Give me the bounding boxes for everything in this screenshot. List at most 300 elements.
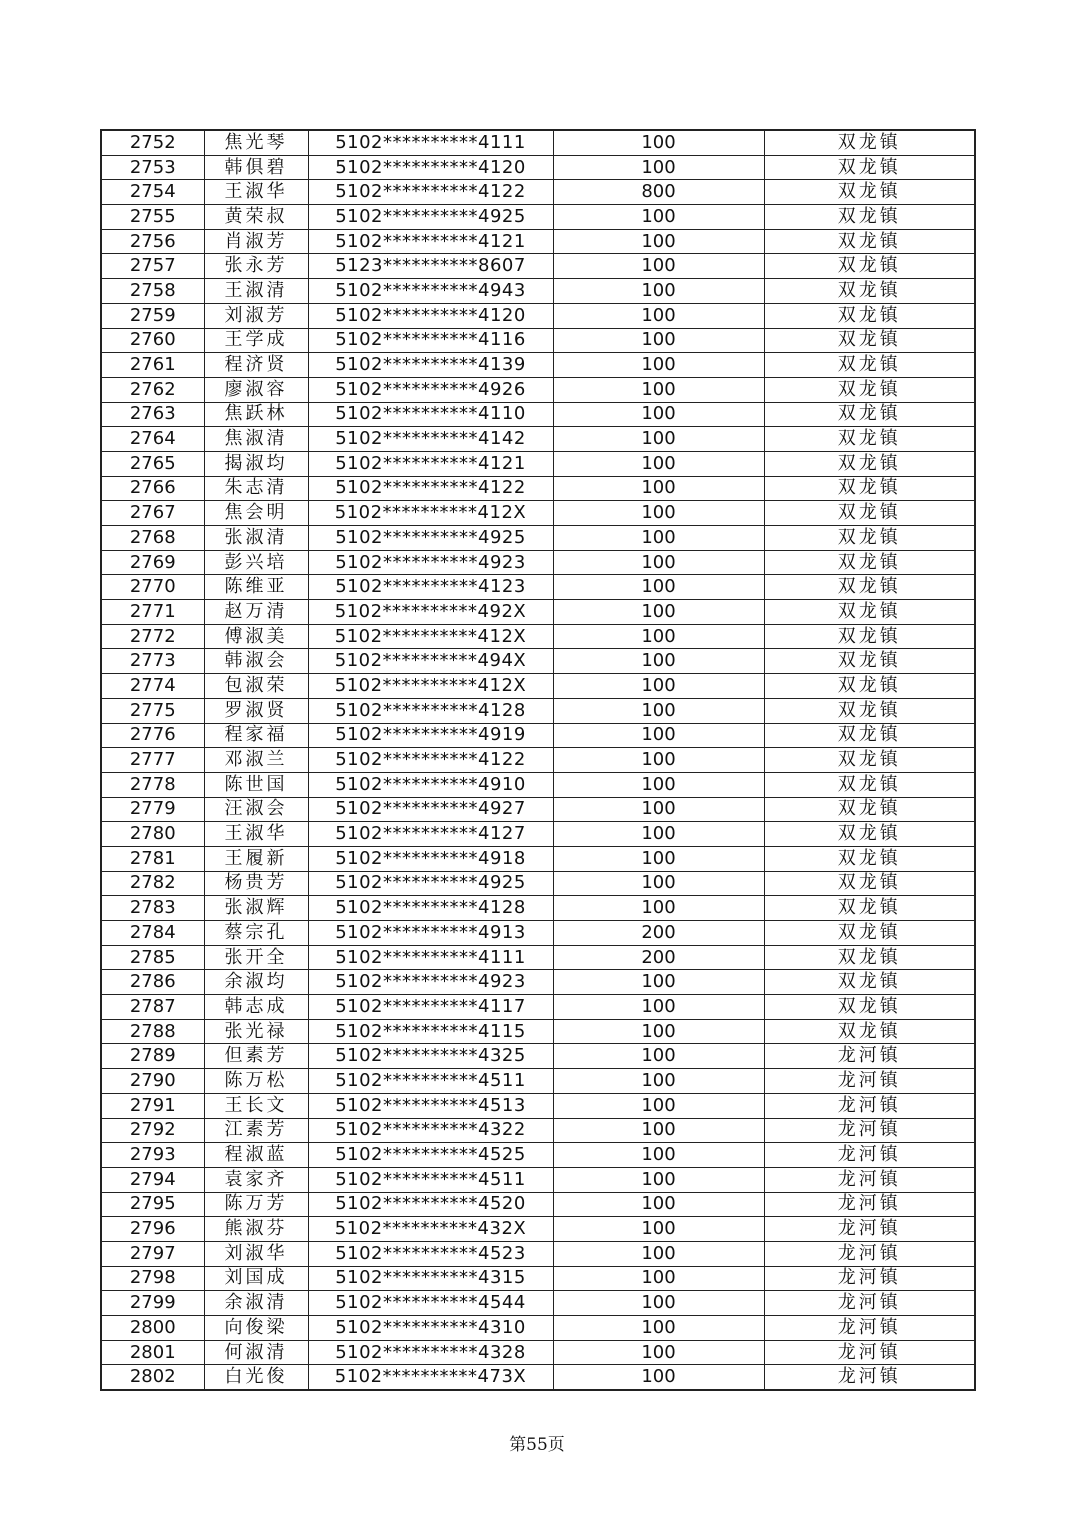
id-number-cell: 5102**********4913 xyxy=(308,921,553,946)
name-cell: 杨贵芳 xyxy=(204,871,308,896)
table-row xyxy=(101,1118,975,1143)
table-row xyxy=(101,995,975,1020)
id-number-cell: 5102**********4115 xyxy=(308,1019,553,1044)
row-number-cell: 2799 xyxy=(101,1291,204,1316)
table-row xyxy=(101,451,975,476)
row-number-cell: 2752 xyxy=(101,130,204,155)
id-number-cell: 5102**********4120 xyxy=(308,155,553,180)
amount-cell: 100 xyxy=(553,377,764,402)
row-number-cell: 2796 xyxy=(101,1217,204,1242)
id-number-cell: 5102**********4923 xyxy=(308,970,553,995)
table-row xyxy=(101,921,975,946)
table-row xyxy=(101,1266,975,1291)
table-row xyxy=(101,402,975,427)
town-cell: 双龙镇 xyxy=(764,476,975,501)
amount-cell: 100 xyxy=(553,1167,764,1192)
name-cell: 王淑华 xyxy=(204,822,308,847)
table-body xyxy=(101,130,975,1390)
id-number-cell: 5102**********4121 xyxy=(308,229,553,254)
table-row xyxy=(101,674,975,699)
amount-cell: 100 xyxy=(553,1118,764,1143)
town-cell: 双龙镇 xyxy=(764,254,975,279)
amount-cell: 100 xyxy=(553,328,764,353)
amount-cell: 100 xyxy=(553,1291,764,1316)
amount-cell: 100 xyxy=(553,303,764,328)
name-cell: 包淑荣 xyxy=(204,674,308,699)
name-cell: 王淑华 xyxy=(204,180,308,205)
page-number: 第55页 xyxy=(509,1435,565,1455)
amount-cell: 100 xyxy=(553,748,764,773)
town-cell: 双龙镇 xyxy=(764,822,975,847)
id-number-cell: 5102**********4310 xyxy=(308,1316,553,1341)
id-number-cell: 5102**********4117 xyxy=(308,995,553,1020)
amount-cell: 800 xyxy=(553,180,764,205)
table-row xyxy=(101,377,975,402)
town-cell: 龙河镇 xyxy=(764,1069,975,1094)
town-cell: 双龙镇 xyxy=(764,155,975,180)
amount-cell: 100 xyxy=(553,229,764,254)
amount-cell: 100 xyxy=(553,1316,764,1341)
name-cell: 张开全 xyxy=(204,945,308,970)
row-number-cell: 2756 xyxy=(101,229,204,254)
town-cell: 双龙镇 xyxy=(764,1019,975,1044)
amount-cell: 100 xyxy=(553,1365,764,1390)
id-number-cell: 5102**********4328 xyxy=(308,1340,553,1365)
name-cell: 王淑清 xyxy=(204,279,308,304)
id-number-cell: 5102**********494X xyxy=(308,649,553,674)
town-cell: 双龙镇 xyxy=(764,871,975,896)
table-row xyxy=(101,846,975,871)
row-number-cell: 2758 xyxy=(101,279,204,304)
row-number-cell: 2784 xyxy=(101,921,204,946)
row-number-cell: 2791 xyxy=(101,1093,204,1118)
table-row xyxy=(101,649,975,674)
id-number-cell: 5102**********4325 xyxy=(308,1044,553,1069)
amount-cell: 100 xyxy=(553,353,764,378)
table-row xyxy=(101,1365,975,1390)
name-cell: 揭淑均 xyxy=(204,451,308,476)
id-number-cell: 5102**********4513 xyxy=(308,1093,553,1118)
town-cell: 龙河镇 xyxy=(764,1217,975,1242)
id-number-cell: 5102**********4139 xyxy=(308,353,553,378)
name-cell: 程济贤 xyxy=(204,353,308,378)
town-cell: 双龙镇 xyxy=(764,402,975,427)
row-number-cell: 2780 xyxy=(101,822,204,847)
id-number-cell: 5102**********4111 xyxy=(308,945,553,970)
table-row xyxy=(101,1143,975,1168)
table-row xyxy=(101,822,975,847)
town-cell: 双龙镇 xyxy=(764,303,975,328)
row-number-cell: 2797 xyxy=(101,1241,204,1266)
amount-cell: 100 xyxy=(553,451,764,476)
id-number-cell: 5102**********4120 xyxy=(308,303,553,328)
row-number-cell: 2795 xyxy=(101,1192,204,1217)
town-cell: 龙河镇 xyxy=(764,1192,975,1217)
table-row xyxy=(101,155,975,180)
name-cell: 张淑清 xyxy=(204,526,308,551)
name-cell: 张淑辉 xyxy=(204,896,308,921)
id-number-cell: 5102**********473X xyxy=(308,1365,553,1390)
town-cell: 双龙镇 xyxy=(764,896,975,921)
name-cell: 刘国成 xyxy=(204,1266,308,1291)
table-row xyxy=(101,1316,975,1341)
table-row xyxy=(101,1069,975,1094)
id-number-cell: 5102**********4925 xyxy=(308,526,553,551)
row-number-cell: 2768 xyxy=(101,526,204,551)
amount-cell: 100 xyxy=(553,1093,764,1118)
row-number-cell: 2764 xyxy=(101,427,204,452)
table-row xyxy=(101,550,975,575)
amount-cell: 100 xyxy=(553,649,764,674)
row-number-cell: 2771 xyxy=(101,600,204,625)
row-number-cell: 2775 xyxy=(101,698,204,723)
table-row xyxy=(101,205,975,230)
name-cell: 陈维亚 xyxy=(204,575,308,600)
town-cell: 双龙镇 xyxy=(764,600,975,625)
table-row xyxy=(101,748,975,773)
table-row xyxy=(101,328,975,353)
town-cell: 双龙镇 xyxy=(764,921,975,946)
id-number-cell: 5102**********4315 xyxy=(308,1266,553,1291)
town-cell: 龙河镇 xyxy=(764,1291,975,1316)
id-number-cell: 5102**********4116 xyxy=(308,328,553,353)
name-cell: 黄荣叔 xyxy=(204,205,308,230)
name-cell: 袁家齐 xyxy=(204,1167,308,1192)
amount-cell: 100 xyxy=(553,501,764,526)
amount-cell: 100 xyxy=(553,871,764,896)
town-cell: 双龙镇 xyxy=(764,649,975,674)
amount-cell: 100 xyxy=(553,995,764,1020)
row-number-cell: 2792 xyxy=(101,1118,204,1143)
town-cell: 双龙镇 xyxy=(764,550,975,575)
id-number-cell: 5102**********412X xyxy=(308,624,553,649)
name-cell: 王履新 xyxy=(204,846,308,871)
row-number-cell: 2787 xyxy=(101,995,204,1020)
town-cell: 双龙镇 xyxy=(764,846,975,871)
id-number-cell: 5123**********8607 xyxy=(308,254,553,279)
id-number-cell: 5102**********4128 xyxy=(308,698,553,723)
row-number-cell: 2757 xyxy=(101,254,204,279)
id-number-cell: 5102**********4925 xyxy=(308,205,553,230)
table-row xyxy=(101,1241,975,1266)
row-number-cell: 2783 xyxy=(101,896,204,921)
name-cell: 陈世国 xyxy=(204,772,308,797)
table-row xyxy=(101,254,975,279)
name-cell: 焦跃林 xyxy=(204,402,308,427)
id-number-cell: 5102**********4122 xyxy=(308,476,553,501)
amount-cell: 100 xyxy=(553,575,764,600)
id-number-cell: 5102**********4923 xyxy=(308,550,553,575)
amount-cell: 100 xyxy=(553,970,764,995)
table-row xyxy=(101,970,975,995)
amount-cell: 100 xyxy=(553,772,764,797)
town-cell: 双龙镇 xyxy=(764,624,975,649)
name-cell: 程家福 xyxy=(204,723,308,748)
town-cell: 双龙镇 xyxy=(764,526,975,551)
town-cell: 双龙镇 xyxy=(764,180,975,205)
row-number-cell: 2800 xyxy=(101,1316,204,1341)
name-cell: 傅淑美 xyxy=(204,624,308,649)
id-number-cell: 5102**********4128 xyxy=(308,896,553,921)
amount-cell: 100 xyxy=(553,254,764,279)
row-number-cell: 2761 xyxy=(101,353,204,378)
amount-cell: 100 xyxy=(553,550,764,575)
name-cell: 汪淑会 xyxy=(204,797,308,822)
town-cell: 龙河镇 xyxy=(764,1118,975,1143)
row-number-cell: 2782 xyxy=(101,871,204,896)
town-cell: 双龙镇 xyxy=(764,229,975,254)
town-cell: 龙河镇 xyxy=(764,1093,975,1118)
amount-cell: 100 xyxy=(553,130,764,155)
town-cell: 龙河镇 xyxy=(764,1316,975,1341)
town-cell: 双龙镇 xyxy=(764,772,975,797)
amount-cell: 100 xyxy=(553,698,764,723)
row-number-cell: 2774 xyxy=(101,674,204,699)
row-number-cell: 2777 xyxy=(101,748,204,773)
table-row xyxy=(101,896,975,921)
town-cell: 双龙镇 xyxy=(764,945,975,970)
town-cell: 龙河镇 xyxy=(764,1266,975,1291)
row-number-cell: 2755 xyxy=(101,205,204,230)
town-cell: 双龙镇 xyxy=(764,501,975,526)
row-number-cell: 2794 xyxy=(101,1167,204,1192)
amount-cell: 100 xyxy=(553,402,764,427)
row-number-cell: 2788 xyxy=(101,1019,204,1044)
id-number-cell: 5102**********4511 xyxy=(308,1167,553,1192)
town-cell: 龙河镇 xyxy=(764,1365,975,1390)
row-number-cell: 2785 xyxy=(101,945,204,970)
amount-cell: 100 xyxy=(553,797,764,822)
table-row xyxy=(101,180,975,205)
name-cell: 刘淑芳 xyxy=(204,303,308,328)
id-number-cell: 5102**********4925 xyxy=(308,871,553,896)
table-row xyxy=(101,600,975,625)
id-number-cell: 5102**********4322 xyxy=(308,1118,553,1143)
amount-cell: 100 xyxy=(553,896,764,921)
name-cell: 白光俊 xyxy=(204,1365,308,1390)
id-number-cell: 5102**********4127 xyxy=(308,822,553,847)
subsidy-table xyxy=(100,129,976,1391)
town-cell: 双龙镇 xyxy=(764,353,975,378)
name-cell: 张永芳 xyxy=(204,254,308,279)
name-cell: 焦光琴 xyxy=(204,130,308,155)
town-cell: 双龙镇 xyxy=(764,328,975,353)
name-cell: 廖淑容 xyxy=(204,377,308,402)
id-number-cell: 5102**********4123 xyxy=(308,575,553,600)
table-row xyxy=(101,797,975,822)
name-cell: 彭兴培 xyxy=(204,550,308,575)
amount-cell: 100 xyxy=(553,1143,764,1168)
name-cell: 朱志清 xyxy=(204,476,308,501)
table-row xyxy=(101,303,975,328)
amount-cell: 100 xyxy=(553,624,764,649)
name-cell: 向俊梁 xyxy=(204,1316,308,1341)
table-row xyxy=(101,229,975,254)
table-row xyxy=(101,1019,975,1044)
id-number-cell: 5102**********412X xyxy=(308,674,553,699)
table-row xyxy=(101,526,975,551)
row-number-cell: 2762 xyxy=(101,377,204,402)
name-cell: 余淑均 xyxy=(204,970,308,995)
table-row xyxy=(101,130,975,155)
amount-cell: 100 xyxy=(553,1266,764,1291)
town-cell: 双龙镇 xyxy=(764,970,975,995)
id-number-cell: 5102**********4544 xyxy=(308,1291,553,1316)
id-number-cell: 5102**********4122 xyxy=(308,180,553,205)
amount-cell: 100 xyxy=(553,600,764,625)
table-row xyxy=(101,772,975,797)
row-number-cell: 2773 xyxy=(101,649,204,674)
amount-cell: 200 xyxy=(553,945,764,970)
town-cell: 双龙镇 xyxy=(764,377,975,402)
amount-cell: 100 xyxy=(553,1019,764,1044)
id-number-cell: 5102**********4121 xyxy=(308,451,553,476)
id-number-cell: 5102**********492X xyxy=(308,600,553,625)
name-cell: 焦会明 xyxy=(204,501,308,526)
town-cell: 双龙镇 xyxy=(764,995,975,1020)
town-cell: 双龙镇 xyxy=(764,130,975,155)
row-number-cell: 2801 xyxy=(101,1340,204,1365)
table-row xyxy=(101,427,975,452)
town-cell: 龙河镇 xyxy=(764,1340,975,1365)
town-cell: 龙河镇 xyxy=(764,1241,975,1266)
amount-cell: 100 xyxy=(553,1192,764,1217)
row-number-cell: 2793 xyxy=(101,1143,204,1168)
row-number-cell: 2789 xyxy=(101,1044,204,1069)
row-number-cell: 2778 xyxy=(101,772,204,797)
id-number-cell: 5102**********4110 xyxy=(308,402,553,427)
name-cell: 赵万清 xyxy=(204,600,308,625)
town-cell: 双龙镇 xyxy=(764,451,975,476)
town-cell: 龙河镇 xyxy=(764,1167,975,1192)
table-row xyxy=(101,624,975,649)
row-number-cell: 2786 xyxy=(101,970,204,995)
amount-cell: 100 xyxy=(553,1217,764,1242)
name-cell: 江素芳 xyxy=(204,1118,308,1143)
name-cell: 肖淑芳 xyxy=(204,229,308,254)
amount-cell: 100 xyxy=(553,1340,764,1365)
id-number-cell: 5102**********4919 xyxy=(308,723,553,748)
town-cell: 龙河镇 xyxy=(764,1044,975,1069)
table-row xyxy=(101,1192,975,1217)
name-cell: 邓淑兰 xyxy=(204,748,308,773)
amount-cell: 100 xyxy=(553,526,764,551)
name-cell: 蔡宗孔 xyxy=(204,921,308,946)
row-number-cell: 2766 xyxy=(101,476,204,501)
amount-cell: 100 xyxy=(553,279,764,304)
id-number-cell: 5102**********4523 xyxy=(308,1241,553,1266)
table-row xyxy=(101,575,975,600)
table-row xyxy=(101,871,975,896)
table-row xyxy=(101,1291,975,1316)
amount-cell: 100 xyxy=(553,1241,764,1266)
row-number-cell: 2772 xyxy=(101,624,204,649)
table-row xyxy=(101,1340,975,1365)
amount-cell: 100 xyxy=(553,155,764,180)
amount-cell: 100 xyxy=(553,1044,764,1069)
row-number-cell: 2765 xyxy=(101,451,204,476)
name-cell: 王长文 xyxy=(204,1093,308,1118)
name-cell: 何淑清 xyxy=(204,1340,308,1365)
id-number-cell: 5102**********4927 xyxy=(308,797,553,822)
row-number-cell: 2790 xyxy=(101,1069,204,1094)
id-number-cell: 5102**********4122 xyxy=(308,748,553,773)
name-cell: 张光禄 xyxy=(204,1019,308,1044)
id-number-cell: 5102**********4520 xyxy=(308,1192,553,1217)
table-row xyxy=(101,476,975,501)
name-cell: 但素芳 xyxy=(204,1044,308,1069)
amount-cell: 100 xyxy=(553,476,764,501)
id-number-cell: 5102**********4926 xyxy=(308,377,553,402)
amount-cell: 100 xyxy=(553,1069,764,1094)
row-number-cell: 2759 xyxy=(101,303,204,328)
table-row xyxy=(101,723,975,748)
amount-cell: 100 xyxy=(553,674,764,699)
amount-cell: 200 xyxy=(553,921,764,946)
name-cell: 熊淑芬 xyxy=(204,1217,308,1242)
name-cell: 罗淑贤 xyxy=(204,698,308,723)
table-row xyxy=(101,501,975,526)
name-cell: 韩淑会 xyxy=(204,649,308,674)
table-row xyxy=(101,279,975,304)
id-number-cell: 5102**********4525 xyxy=(308,1143,553,1168)
name-cell: 焦淑清 xyxy=(204,427,308,452)
row-number-cell: 2779 xyxy=(101,797,204,822)
name-cell: 程淑蓝 xyxy=(204,1143,308,1168)
row-number-cell: 2753 xyxy=(101,155,204,180)
row-number-cell: 2769 xyxy=(101,550,204,575)
id-number-cell: 5102**********4111 xyxy=(308,130,553,155)
town-cell: 双龙镇 xyxy=(764,575,975,600)
town-cell: 双龙镇 xyxy=(764,748,975,773)
name-cell: 王学成 xyxy=(204,328,308,353)
amount-cell: 100 xyxy=(553,427,764,452)
amount-cell: 100 xyxy=(553,205,764,230)
id-number-cell: 5102**********4910 xyxy=(308,772,553,797)
id-number-cell: 5102**********432X xyxy=(308,1217,553,1242)
name-cell: 陈万芳 xyxy=(204,1192,308,1217)
name-cell: 韩俱碧 xyxy=(204,155,308,180)
amount-cell: 100 xyxy=(553,846,764,871)
town-cell: 龙河镇 xyxy=(764,1143,975,1168)
row-number-cell: 2798 xyxy=(101,1266,204,1291)
amount-cell: 100 xyxy=(553,822,764,847)
id-number-cell: 5102**********412X xyxy=(308,501,553,526)
amount-cell: 100 xyxy=(553,723,764,748)
town-cell: 双龙镇 xyxy=(764,723,975,748)
town-cell: 双龙镇 xyxy=(764,205,975,230)
table-row xyxy=(101,1167,975,1192)
town-cell: 双龙镇 xyxy=(764,674,975,699)
name-cell: 韩志成 xyxy=(204,995,308,1020)
id-number-cell: 5102**********4511 xyxy=(308,1069,553,1094)
row-number-cell: 2802 xyxy=(101,1365,204,1390)
row-number-cell: 2770 xyxy=(101,575,204,600)
row-number-cell: 2767 xyxy=(101,501,204,526)
id-number-cell: 5102**********4943 xyxy=(308,279,553,304)
table-row xyxy=(101,1093,975,1118)
id-number-cell: 5102**********4918 xyxy=(308,846,553,871)
town-cell: 双龙镇 xyxy=(764,698,975,723)
row-number-cell: 2754 xyxy=(101,180,204,205)
name-cell: 陈万松 xyxy=(204,1069,308,1094)
row-number-cell: 2760 xyxy=(101,328,204,353)
row-number-cell: 2781 xyxy=(101,846,204,871)
table-row xyxy=(101,1044,975,1069)
name-cell: 余淑清 xyxy=(204,1291,308,1316)
table-row xyxy=(101,945,975,970)
table-row xyxy=(101,698,975,723)
